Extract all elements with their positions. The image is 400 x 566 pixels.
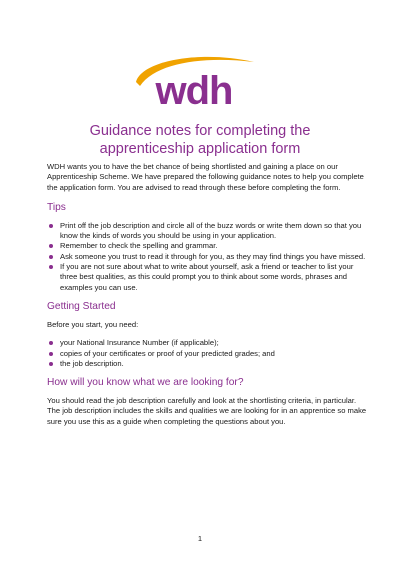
bullet-icon — [49, 265, 53, 269]
bullet-icon — [49, 352, 53, 356]
looking-for-paragraph: You should read the job description carefully and look at the shortlisting criteria, in particular. The job description includes the skills and qualities we are looking for in an apprentice so make sure you use this as a guide when completing the questions about you. — [47, 396, 367, 426]
list-item-text: Print off the job description and circle all of the buzz words or write them down so that you know the kinds of words you should be using in your application. — [60, 220, 362, 241]
document-body — [47, 162, 367, 435]
list-item — [47, 359, 367, 369]
getting-started-heading: Getting Started — [47, 300, 116, 312]
list-item — [47, 349, 367, 359]
list-item-text: Remember to check the spelling and grammar. — [60, 241, 218, 251]
list-item — [47, 262, 367, 293]
getting-started-lead: Before you start, you need: — [47, 319, 139, 329]
logo-text: wdh — [155, 69, 233, 113]
looking-for-heading: How will you know what we are looking for? — [47, 377, 244, 389]
list-item-text: copies of your certificates or proof of your predicted grades; and — [60, 348, 275, 358]
tips-heading: Tips — [47, 201, 66, 213]
bullet-icon — [49, 224, 53, 228]
wdh-logo — [132, 52, 260, 114]
list-item — [47, 241, 367, 251]
list-item — [47, 338, 367, 348]
bullet-icon — [49, 255, 53, 259]
page-number: 1 — [197, 534, 203, 543]
title-line-1: Guidance notes for completing the — [89, 123, 311, 139]
getting-started-list — [47, 338, 367, 369]
list-item — [47, 221, 367, 242]
document-title — [0, 122, 400, 158]
bullet-icon — [49, 362, 53, 366]
bullet-icon — [49, 244, 53, 248]
list-item-text: the job description. — [60, 358, 124, 368]
list-item-text: your National Insurance Number (if applicable); — [60, 338, 219, 348]
list-item-text: Ask someone you trust to read it through for you, as they may find things you have missed. — [60, 251, 366, 261]
bullet-icon — [49, 341, 53, 345]
tips-list — [47, 221, 367, 293]
list-item-text: If you are not sure about what to write about yourself, ask a friend or teacher to list your three best qualities, as this could prompt you to think about some words, phrases and examples you can use. — [60, 262, 354, 292]
intro-paragraph: WDH wants you to have the bet chance of being shortlisted and gaining a place on our Apprenticeship Scheme. We have prepared the following guidance notes to help you complete the application form. You are advised to read through these before completing the form. — [47, 162, 364, 192]
list-item — [47, 252, 367, 262]
title-line-2: apprenticeship application form — [99, 141, 301, 157]
